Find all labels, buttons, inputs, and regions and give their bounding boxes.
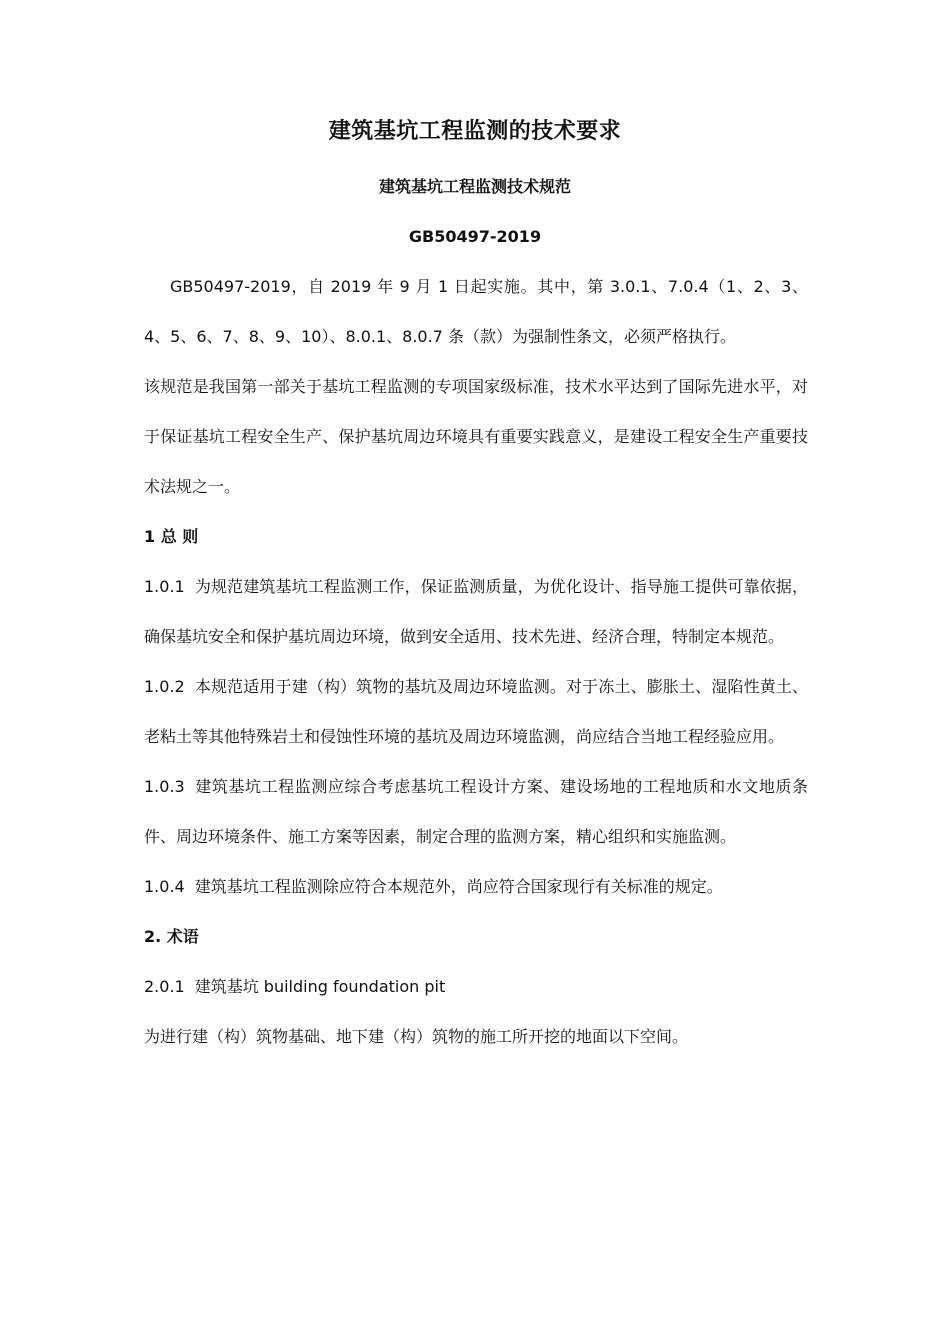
clause-1-0-3 <box>144 762 808 862</box>
term-definition: 为进行建（构）筑物基础、地下建（构）筑物的施工所开挖的地面以下空间。 <box>144 1027 689 1046</box>
clause-number: 1.0.2 <box>144 677 185 696</box>
clause-1-0-2 <box>144 662 808 762</box>
clause-text: 建筑基坑工程监测应综合考虑基坑工程设计方案、建设场地的工程地质和水文地质条件、周边环境条件、施工方案等因素，制定合理的监测方案，精心组织和实施监测。 <box>144 777 808 846</box>
clause-number: 1.0.1 <box>144 577 185 596</box>
document-body <box>144 262 808 1062</box>
standard-code: GB50497-2019 <box>408 227 542 246</box>
document-subtitle: 建筑基坑工程监测技术规范 <box>378 177 571 196</box>
clause-text: 建筑基坑 building foundation pit <box>194 977 446 996</box>
section-heading-general: 1 总 则 <box>144 527 199 546</box>
clause-number: 1.0.4 <box>144 877 185 896</box>
clause-1-0-1 <box>144 562 808 662</box>
clause-number: 1.0.3 <box>144 777 185 796</box>
clause-1-0-4 <box>144 862 808 912</box>
clause-2-0-1 <box>144 962 808 1012</box>
section-heading-terms: 2. 术语 <box>144 927 199 946</box>
clause-text: 本规范适用于建（构）筑物的基坑及周边环境监测。对于冻土、膨胀土、湿陷性黄土、老粘土等其他特殊岩土和侵蚀性环境的基坑及周边环境监测，尚应结合当地工程经验应用。 <box>144 677 808 746</box>
intro-paragraph-2: 该规范是我国第一部关于基坑工程监测的专项国家级标准，技术水平达到了国际先进水平，对于保证基坑工程安全生产、保护基坑周边环境具有重要实践意义，是建设工程安全生产重要技术法规之一。 <box>144 377 808 496</box>
clause-number: 2.0.1 <box>144 977 185 996</box>
clause-text: 建筑基坑工程监测除应符合本规范外，尚应符合国家现行有关标准的规定。 <box>194 877 723 896</box>
document-title: 建筑基坑工程监测的技术要求 <box>328 119 622 144</box>
clause-text: 为规范建筑基坑工程监测工作，保证监测质量，为优化设计、指导施工提供可靠依据，确保基坑安全和保护基坑周边环境，做到安全适用、技术先进、经济合理，特制定本规范。 <box>144 577 808 646</box>
intro-paragraph-1: GB50497-2019，自 2019 年 9 月 1 日起实施。其中，第 3.0.1、7.0.4（1、2、3、4、5、6、7、8、9、10）、8.0.1、8.0.7 条（款）为强制性条文，必须严格执行。 <box>144 277 808 346</box>
